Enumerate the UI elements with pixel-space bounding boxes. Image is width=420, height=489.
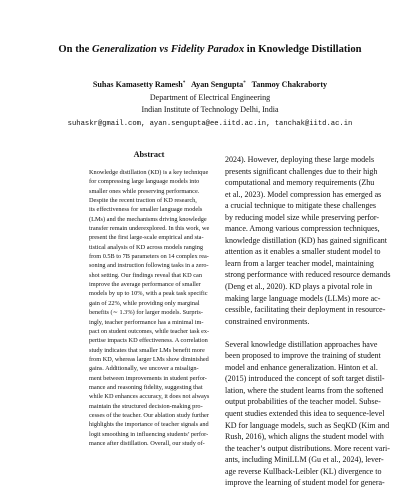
text-line: soning and instruction following tasks in a zero-: [89, 262, 209, 270]
text-line: KD for language models, such as SeqKD (Kim and: [225, 420, 390, 430]
text-line: shot setting. Our findings reveal that KD can: [89, 271, 202, 279]
text-line: presents significant challenges due to their high: [225, 166, 378, 176]
text-line: computational and memory requirements (Zhu: [225, 178, 375, 188]
title-italic: Generalization vs Fidelity Paradox: [91, 44, 245, 55]
text-line: been proposed to improve the training of student: [225, 351, 381, 361]
text-line: logit smoothing in influencing students’ perfor-: [89, 430, 209, 438]
text-line: by reducing model size while preserving perfor-: [225, 212, 380, 222]
text-line: gains. Additionally, we uncover a misalign-: [89, 365, 199, 373]
text-line: Rush, 2016), which aligns the student model with: [225, 432, 384, 442]
author-name: Ayan Sengupta: [190, 80, 244, 89]
text-line: age reverse Kullback-Leibler (KL) divergence to: [225, 466, 382, 476]
text-line: improve the learning of student model for genera-: [225, 478, 385, 488]
author-list: [0, 80, 420, 89]
text-line: [225, 327, 415, 339]
equal-contribution-mark: *: [243, 81, 246, 86]
paper-title: [0, 44, 420, 55]
equal-contribution-mark: *: [182, 81, 186, 86]
text-line: improve the average performance of smaller: [89, 281, 201, 289]
text-line: making large language models (LLMs) more ac-: [225, 293, 381, 303]
text-line: (2015) introduced the concept of soft target distil-: [225, 374, 385, 384]
text-line: the teacher’s output distributions. More recent vari-: [225, 443, 390, 453]
text-line: cessible, facilitating their deployment in resource-: [225, 305, 386, 315]
affiliation-institute: Indian Institute of Technology Delhi, India: [141, 105, 279, 114]
text-line: from KD, whereas larger LMs show diminished: [89, 355, 209, 363]
text-line: pact on student outcomes, while teacher task ex-: [89, 327, 210, 335]
affiliation-department: Department of Electrical Engineering: [149, 93, 271, 102]
text-line: Several knowledge distillation approaches have: [225, 339, 378, 349]
text-line: benefits (∼ 1.3%) for larger models. Surpris-: [89, 309, 203, 317]
text-line: highlights the importance of teacher signals and: [89, 421, 209, 429]
text-line: learn from a larger teacher model, maintaining: [225, 258, 374, 268]
text-line: present the first large-scale empirical and sta-: [89, 234, 204, 242]
text-line: (Deng et al., 2020). KD plays a pivotal role in: [225, 282, 373, 292]
text-line: gain of 22%, while providing only marginal: [89, 299, 200, 307]
author-name: Suhas Kamasetty Ramesh: [92, 80, 183, 89]
text-line: a crucial technique to mitigate these challenges: [225, 201, 377, 211]
text-line: attention as it enables a smaller student model to: [225, 247, 381, 257]
title-prefix: On the: [58, 44, 92, 55]
text-line: quent studies extended this idea to sequence-level: [225, 409, 385, 419]
text-line: output probabilities of the teacher model. Subse-: [225, 397, 381, 407]
text-line: knowledge distillation (KD) has gained significant: [225, 235, 387, 245]
text-line: maintain the structured decision-making pro-: [89, 402, 203, 410]
text-line: pertise impacts KD effectiveness. A correlation: [89, 337, 208, 345]
abstract-heading: Abstract: [133, 150, 165, 159]
text-line: strong performance with reduced resource demands: [225, 270, 391, 280]
text-line: ants, including MiniLLM (Gu et al., 2024), lever-: [225, 455, 384, 465]
text-line: while KD enhances accuracy, it does not always: [89, 393, 210, 401]
text-line: 2024). However, deploying these large models: [225, 155, 375, 164]
text-line: from 0.5B to 7B parameters on 14 complex rea-: [89, 253, 209, 261]
introduction-body: [225, 154, 415, 489]
text-line: model and enhance generalization. Hinton et al.: [225, 362, 378, 372]
text-line: (LMs) and the mechanisms driving knowledge: [89, 215, 207, 223]
text-line: Knowledge distillation (KD) is a key technique: [89, 169, 209, 176]
abstract-body: [89, 168, 209, 448]
text-line: for compressing large language models into: [89, 178, 200, 186]
author-emails: suhaskr@gmail.com, ayan.sengupta@ee.iitd.ac.in, tanchak@iitd.ac.in: [67, 120, 353, 128]
title-suffix: in Knowledge Distillation: [244, 44, 362, 55]
text-line: mance after distillation. Overall, our study of-: [89, 439, 205, 447]
text-line: Despite the recent traction of KD research,: [89, 197, 197, 205]
text-line: ingly, teacher performance has a minimal im-: [89, 318, 204, 326]
text-line: constrained environments.: [225, 316, 310, 326]
text-line: models by up to 10%, with a peak task specific: [89, 290, 208, 298]
text-line: cesses of the teacher. Our ablation study further: [89, 411, 209, 419]
text-line: its effectiveness for smaller language models: [89, 206, 203, 214]
text-line: mance. Among various compression techniques,: [225, 224, 380, 234]
author-name: Tanmoy Chakraborty: [251, 80, 328, 89]
text-line: transfer remain underexplored. In this work, we: [89, 225, 210, 233]
text-line: tistical analysis of KD across models ranging: [89, 243, 204, 251]
text-line: study indicates that smaller LMs benefit more: [89, 346, 205, 354]
text-line: lation, where the student learns from the softened: [225, 385, 384, 395]
text-line: et al., 2023). Model compression has emerged as: [225, 189, 382, 199]
text-line: mance and reasoning fidelity, suggesting that: [89, 383, 203, 391]
text-line: ment between improvements in student perfor-: [89, 374, 207, 382]
text-line: smaller ones while preserving performance.: [89, 187, 200, 195]
